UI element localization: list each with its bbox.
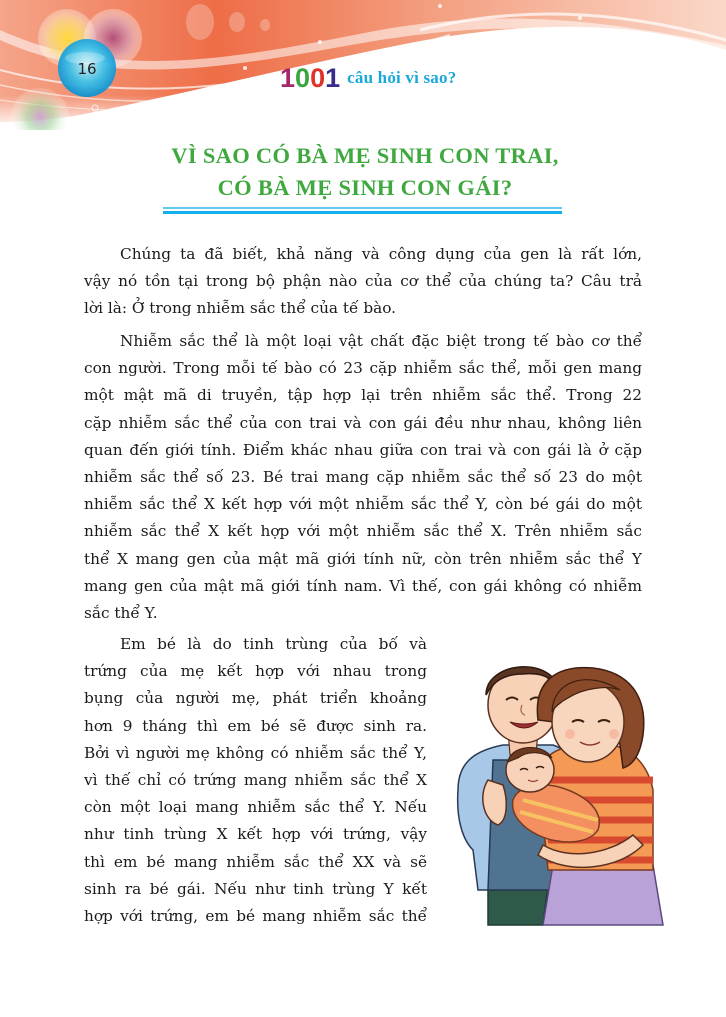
paragraph-line: sinh ra bé gái. Nếu như tinh trùng Y kết xyxy=(84,879,427,898)
paragraph-line: hơn 9 tháng thì em bé sẽ được sinh ra. xyxy=(84,716,427,735)
paragraph-line: mang gen của mật mã giới tính nam. Vì thế, con gái không có nhiễm xyxy=(84,576,642,595)
paragraph-line: thể X mang gen của mật mã giới tính nữ, còn trên nhiễm sắc thể Y xyxy=(84,549,642,568)
article-title xyxy=(150,140,580,204)
paragraph xyxy=(84,631,427,930)
brand-logo-digit: 0 xyxy=(310,63,326,93)
paragraph-line: Chúng ta đã biết, khả năng và công dụng của gen là rất lớn, xyxy=(120,245,642,263)
paragraph-line: cặp nhiễm sắc thể của con trai và con gái đều như nhau, không liên xyxy=(84,413,642,432)
paragraph-line: vì thế chỉ có trứng mang nhiễm sắc thể X xyxy=(84,770,427,789)
paragraph xyxy=(84,241,642,323)
paragraph-line: Bởi vì người mẹ không có nhiễm sắc thể Y, xyxy=(84,743,427,762)
paragraph-line: Em bé là do tinh trùng của bố và xyxy=(120,635,427,653)
paragraph-line: nhiễm sắc thể X kết hợp với một nhiễm sắc thể X. Trên nhiễm sắc xyxy=(84,522,642,541)
title-divider xyxy=(163,207,562,214)
paragraph-line: quan đến giới tính. Điểm khác nhau giữa con trai và con gái là ở cặp xyxy=(84,440,642,459)
article-title-line: CÓ BÀ MẸ SINH CON GÁI? xyxy=(217,175,513,200)
brand-logo-1001 xyxy=(280,65,340,91)
paragraph-line: trứng của mẹ kết hợp với nhau trong xyxy=(84,662,427,681)
paragraph-line: lời là: Ở trong nhiễm sắc thể của tế bào. xyxy=(84,299,397,318)
page-number: 16 xyxy=(77,60,97,78)
paragraph-line: sắc thể Y. xyxy=(84,603,158,622)
paragraph-line: thì em bé mang nhiễm sắc thể XX và sẽ xyxy=(84,852,427,871)
paragraph-line: nhiễm sắc thể X kết hợp với một nhiễm sắc thể Y, còn bé gái do một xyxy=(84,495,642,514)
book-series-brand xyxy=(280,63,456,93)
paragraph-line: một mật mã di truyền, tập hợp lại trên nhiễm sắc thể. Trong 22 xyxy=(84,386,642,405)
brand-text: câu hỏi vì sao? xyxy=(347,68,457,87)
brand-logo-digit: 0 xyxy=(295,63,311,93)
paragraph-line: bụng của người mẹ, phát triển khoảng xyxy=(84,689,427,708)
paragraph xyxy=(84,328,642,627)
paragraph-line: vậy nó tồn tại trong bộ phận nào của cơ thể của chúng ta? Câu trả xyxy=(84,272,642,291)
paragraph-line: nhiễm sắc thể số 23. Bé trai mang cặp nhiễm sắc thể số 23 do một xyxy=(84,467,642,486)
paragraph-line: hợp với trứng, em bé mang nhiễm sắc thể xyxy=(84,906,427,925)
brand-logo-digit: 1 xyxy=(325,63,341,93)
paragraph-line: như tinh trùng X kết hợp với trứng, vậy xyxy=(84,825,427,844)
paragraph-line: con người. Trong mỗi tế bào có 23 cặp nhiễm sắc thể, mỗi gen mang xyxy=(84,359,642,378)
article-title-line: VÌ SAO CÓ BÀ MẸ SINH CON TRAI, xyxy=(171,143,559,168)
brand-logo-digit: 1 xyxy=(280,63,296,93)
paragraph-line: còn một loại mang nhiễm sắc thể Y. Nếu xyxy=(84,798,427,817)
family-with-baby-illustration xyxy=(448,650,668,930)
paragraph-line: Nhiễm sắc thể là một loại vật chất đặc biệt trong tế bào cơ thể xyxy=(120,332,642,350)
